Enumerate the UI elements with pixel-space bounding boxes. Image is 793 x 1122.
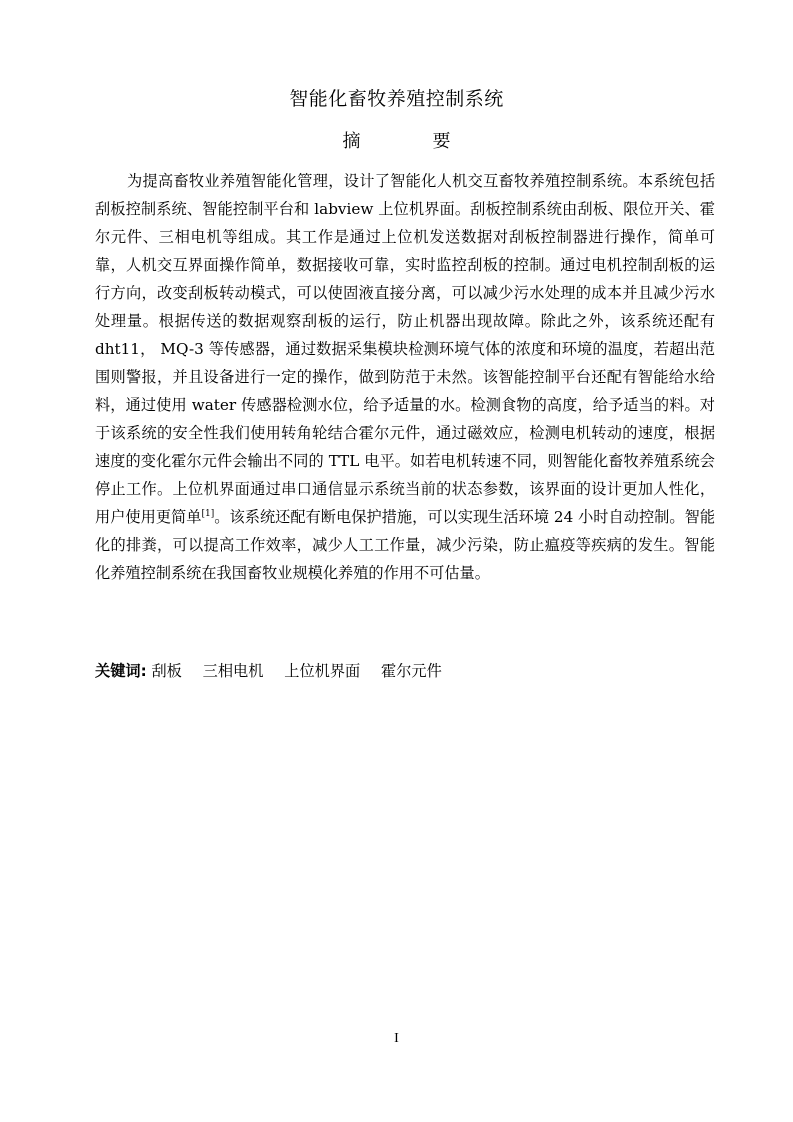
abstract-heading [0, 130, 793, 154]
abstract-text-part2: 。该系统还配有断电保护措施，可以实现生活环境 24 小时自动控制。智能化的排粪，可以提高工作效率，减少人工工作量，减少污染，防止瘟疫等疾病的发生。智能化养殖控制系统在我国畜牧业规模化养殖的作用不可估量。 [95, 508, 716, 582]
keyword-item: 刮板 [151, 662, 182, 680]
abstract-body [95, 167, 715, 587]
keywords-label: 关键词: [95, 662, 147, 680]
keyword-item: 上位机界面 [284, 662, 361, 680]
citation-marker: [1] [201, 509, 215, 519]
page-number: I [394, 1031, 399, 1046]
abstract-heading-part2: 要 [432, 131, 451, 152]
document-title: 智能化畜牧养殖控制系统 [289, 88, 504, 110]
keyword-item: 霍尔元件 [381, 662, 442, 680]
abstract-heading-part1: 摘 [342, 131, 361, 152]
keyword-item: 三相电机 [202, 662, 264, 680]
keywords-line [95, 657, 715, 685]
abstract-text-part1: 为提高畜牧业养殖智能化管理，设计了智能化人机交互畜牧养殖控制系统。本系统包括刮板控制系统、智能控制平台和 labview 上位机界面。刮板控制系统由刮板、限位开关、霍尔元件、三相电机等组成。其工作是通过上位机发送数据对刮板控制器进行操作，简单可靠，人机交互界面操作简单，数据接收可靠，实时监控刮板的控制。通过电机控制刮板的运行方向，改变刮板转动模式，可以使固液直接分离，可以减少污水处理的成本并且减少污水处理量。根据传送的数据观察刮板的运行，防止机器出现故障。除此之外，该系统还配有 dht11， MQ-3 等传感器，通过数据采集模块检测环境气体的浓度和环境的温度，若超出范围则警报，并且设备进行一定的操作，做到防范于未然。该智能控制平台还配有智能给水给料，通过使用 water 传感器检测水位，给予适量的水。检测食物的高度，给予适当的料。对于该系统的安全性我们使用转角轮结合霍尔元件，通过磁效应，检测电机转动的速度，根据速度的变化霍尔元件会输出不同的 TTL 电平。如若电机转速不同，则智能化畜牧养殖系统会停止工作。上位机界面通过串口通信显示系统当前的状态参数，该界面的设计更加人性化，用户使用更简单 [95, 172, 715, 526]
